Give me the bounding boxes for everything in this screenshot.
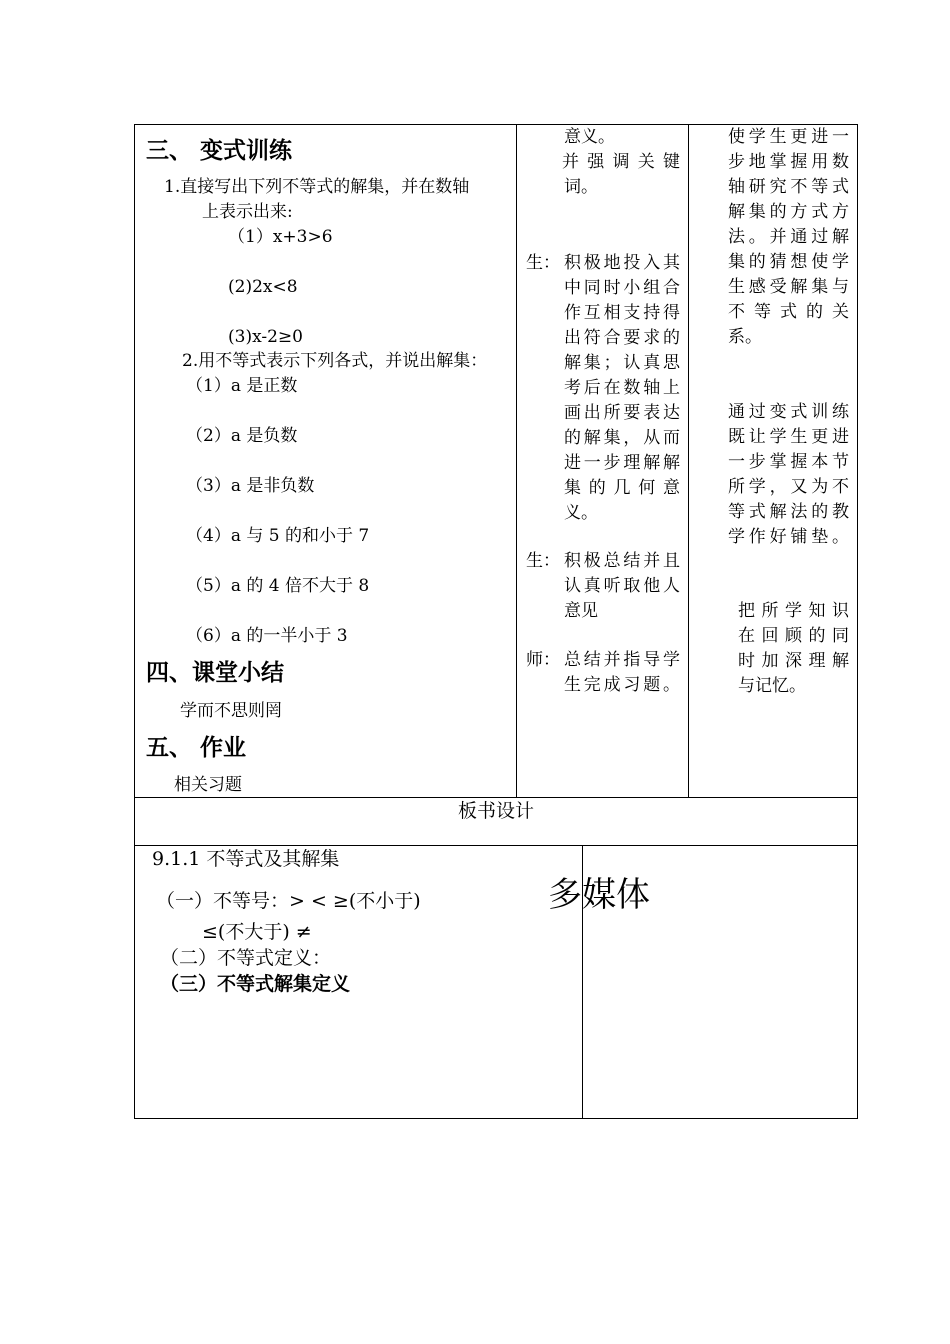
- q2-item: （1）a 是正数: [186, 376, 298, 396]
- table-border-bottom: [134, 1118, 858, 1119]
- column-divider-1: [516, 124, 517, 798]
- intent-line: 步地掌握用数: [728, 152, 849, 172]
- design-intent-block-2: [728, 400, 849, 550]
- section5-title: 五、 作业: [146, 734, 247, 761]
- activity-line: 集的几何意: [564, 478, 680, 498]
- intent-line: 学作好铺垫。: [728, 527, 849, 547]
- design-intent-block-3: [738, 599, 849, 699]
- board-line-inequality-signs: （一）不等号：> < ≥(不小于): [156, 890, 421, 912]
- intent-line: 时加深理解: [738, 651, 849, 671]
- student-summary-block: [564, 549, 680, 624]
- q2-item: （3）a 是非负数: [186, 476, 315, 496]
- activity-line: 考后在数轴上: [564, 378, 680, 398]
- multimedia-label: 多媒体: [548, 875, 650, 915]
- intent-line: 使学生更进一: [728, 127, 849, 147]
- activity-line: 画出所要表达: [564, 403, 680, 423]
- intent-line: 生感受解集与: [728, 277, 849, 297]
- board-line-solution-set: （三）不等式解集定义: [160, 973, 351, 995]
- section4-text: 学而不思则罔: [180, 701, 282, 721]
- board-line-definition: （二）不等式定义：: [160, 947, 332, 969]
- intent-line: 通过变式训练: [728, 402, 849, 422]
- intent-line: 把所学知识: [738, 601, 849, 621]
- q2-item: （5）a 的 4 倍不大于 8: [186, 576, 370, 596]
- activity-line: 积极总结并且: [564, 551, 680, 571]
- q1-item-c: (3)x-2≥0: [228, 327, 303, 347]
- q1-item-b: (2)2x<8: [228, 277, 298, 297]
- intent-line: 所学，又为不: [728, 477, 849, 497]
- intent-line: 在回顾的同: [738, 626, 849, 646]
- q1-line2: 上表示出来:: [202, 202, 293, 222]
- activity-line: 生完成习题。: [564, 675, 680, 695]
- intent-line: 轴研究不等式: [728, 177, 849, 197]
- activity-line: 中同时小组合: [564, 278, 680, 298]
- activity-line: 的解集，从而: [564, 428, 680, 448]
- q2-item: （6）a 的一半小于 3: [186, 626, 348, 646]
- activity-line: 意义。: [564, 127, 615, 147]
- activity-prefix-teacher: 师：: [526, 650, 560, 670]
- q1-item-a: （1）x+3>6: [228, 227, 333, 247]
- intent-line: 解集的方式方: [728, 202, 849, 222]
- q2-item: （4）a 与 5 的和小于 7: [186, 526, 370, 546]
- teacher-student-activity-top: [562, 125, 680, 200]
- activity-line: 积极地投入其: [564, 253, 680, 273]
- intent-line: 既让学生更进: [728, 427, 849, 447]
- activity-line: 词。: [564, 177, 598, 197]
- board-line-inequality-signs-2: ≤(不大于) ≠: [202, 921, 312, 943]
- activity-line: 解集；认真思: [564, 353, 680, 373]
- intent-line: 等式解法的教: [728, 502, 849, 522]
- section3-title: 三、 变式训练: [146, 137, 293, 164]
- design-intent-block-1: [728, 125, 849, 350]
- q2-intro: 2.用不等式表示下列各式，并说出解集：: [182, 351, 488, 371]
- activity-line: 总结并指导学: [564, 650, 680, 670]
- intent-line: 与记忆。: [738, 676, 806, 696]
- activity-line: 认真听取他人: [564, 576, 680, 596]
- intent-line: 法。并通过解: [728, 227, 849, 247]
- q1-line1: 1.直接写出下列不等式的解集，并在数轴: [164, 177, 470, 197]
- activity-line: 出符合要求的: [564, 328, 680, 348]
- column-divider-2: [688, 124, 689, 798]
- activity-line: 作互相支持得: [564, 303, 680, 323]
- board-design-header: 板书设计: [457, 800, 534, 822]
- activity-line: 义。: [564, 503, 598, 523]
- activity-line: 并强调关键: [562, 152, 680, 172]
- intent-line: 系。: [728, 327, 762, 347]
- student-activity-block: [564, 251, 680, 526]
- intent-line: 一步掌握本节: [728, 452, 849, 472]
- intent-line: 不等式的关: [728, 302, 849, 322]
- teacher-activity-block: [564, 648, 680, 698]
- activity-prefix-student: 生：: [526, 551, 560, 571]
- activity-line: 意见: [564, 601, 598, 621]
- activity-prefix-student: 生：: [526, 253, 560, 273]
- activity-line: 进一步理解解: [564, 453, 680, 473]
- table-border-right: [857, 124, 858, 1119]
- section4-title: 四、课堂小结: [146, 659, 284, 686]
- board-title: 9.1.1 不等式及其解集: [152, 848, 340, 870]
- intent-line: 集的猜想使学: [728, 252, 849, 272]
- section5-text: 相关习题: [174, 775, 242, 795]
- q2-item: （2）a 是负数: [186, 426, 298, 446]
- table-border-left: [134, 124, 135, 1119]
